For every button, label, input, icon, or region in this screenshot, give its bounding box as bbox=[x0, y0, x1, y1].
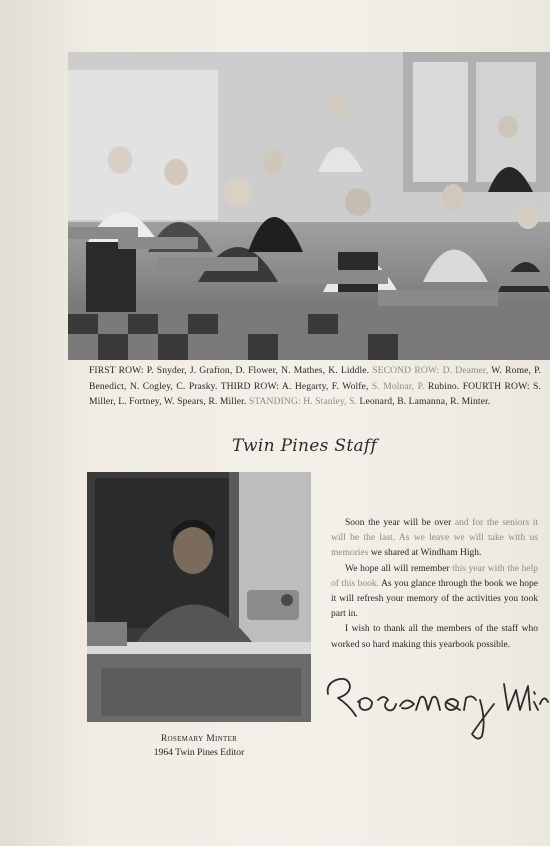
message-p1-d: we shared at Windham High. bbox=[370, 548, 482, 559]
section-title: Twin Pines Staff bbox=[232, 436, 378, 456]
editor-message bbox=[331, 516, 538, 653]
editor-role: 1964 Twin Pines Editor bbox=[153, 747, 245, 758]
message-p2-c: As you glance through the book we hope it will refresh your memory of the activities you took part in. bbox=[331, 578, 538, 620]
message-p1-b: and for the seniors it will be the last. bbox=[331, 518, 539, 544]
message-p2-b: this year with the help of this book. bbox=[331, 563, 538, 589]
staff-group-photo-art bbox=[68, 52, 550, 360]
message-paragraph-2 bbox=[331, 562, 538, 623]
third-row-faded-names: S. Molnar, P. bbox=[371, 380, 425, 392]
editor-signature bbox=[322, 664, 550, 744]
message-paragraph-1 bbox=[331, 516, 538, 562]
second-row-label: SECOND ROW: bbox=[372, 365, 440, 376]
message-p1-a: Soon the year will be over bbox=[345, 518, 452, 528]
editor-photo-art bbox=[87, 472, 311, 722]
second-row-faded-names: D. Deamer, bbox=[442, 365, 489, 376]
message-paragraph-3: I wish to thank all the members of the staff who worked so hard making this yearbook possible. bbox=[331, 624, 538, 650]
staff-group-photo bbox=[68, 52, 550, 360]
third-row-cont: Rubino. bbox=[427, 380, 460, 392]
third-row-names: THIRD ROW: A. Hegarty, F. Wolfe, bbox=[220, 380, 369, 392]
editor-caption bbox=[87, 732, 311, 760]
fourth-row-names: FOURTH ROW: S. Miller, L. Fortney, W. Spears, R. Miller. bbox=[89, 380, 541, 407]
message-p1-c: As we leave we will take with us memories bbox=[331, 533, 538, 559]
standing-faded-names: STANDING: H. Stanley, S. bbox=[248, 396, 358, 407]
first-row-names: FIRST ROW: P. Snyder, J. Grafton, D. Flower, N. Mathes, K. Liddle. bbox=[89, 365, 370, 376]
editor-name: Rosemary Minter bbox=[160, 733, 238, 744]
editor-photo bbox=[87, 472, 311, 722]
group-photo-caption bbox=[89, 363, 541, 410]
signature-art bbox=[322, 664, 550, 744]
second-row-names: W. Rome, P. Benedict, N. Cogley, C. Prasky. bbox=[89, 365, 541, 392]
message-p2-a: We hope all will remember bbox=[345, 563, 450, 574]
standing-names: Leonard, B. Lamanna, R. Minter. bbox=[359, 396, 491, 407]
